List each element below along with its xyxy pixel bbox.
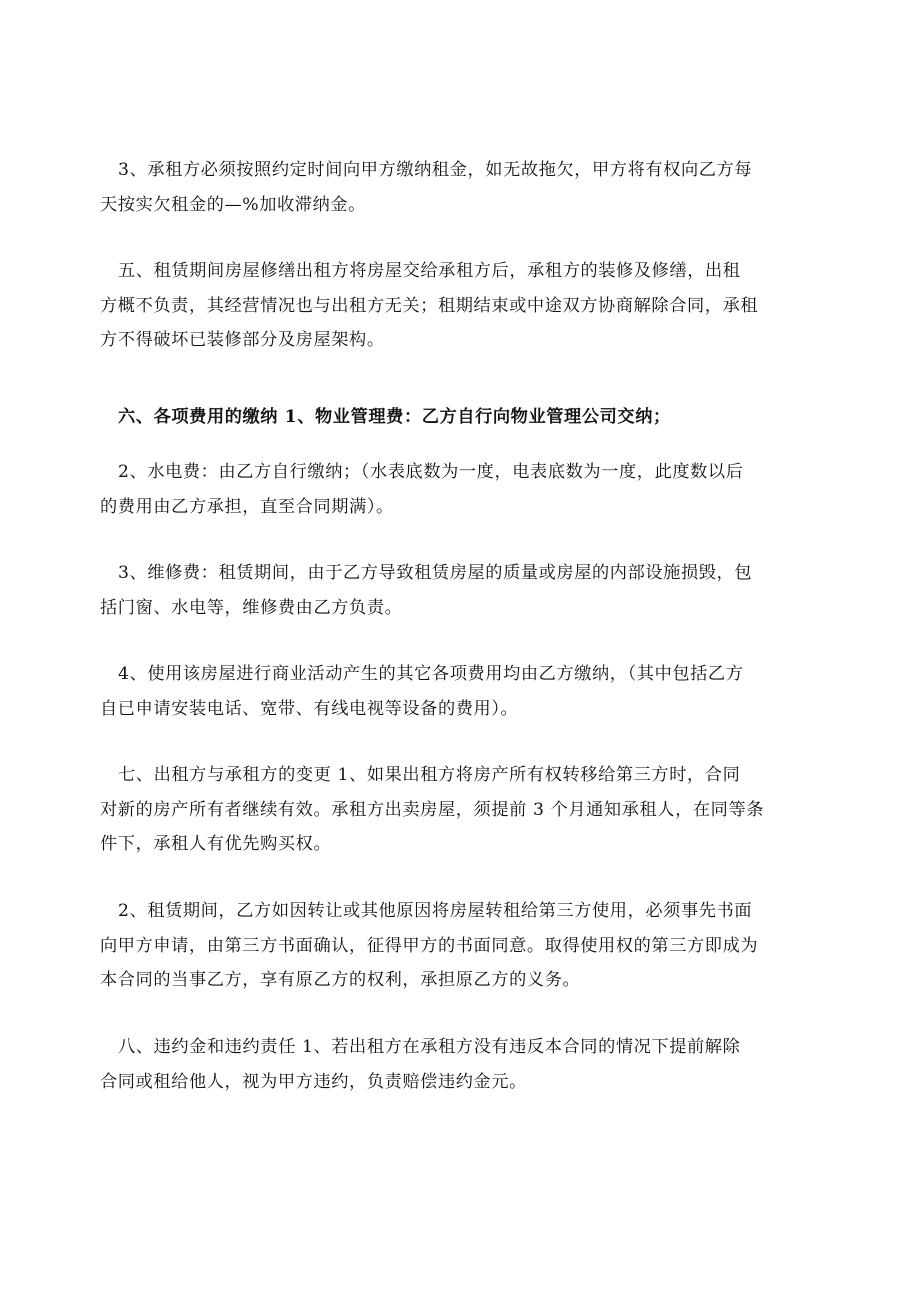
paragraph-other-fees (100, 657, 808, 726)
text-line: 方概不负责，其经营情况也与出租方无关；租期结束或中途双方协商解除合同，承租 (100, 295, 759, 316)
text-line: 2、水电费：由乙方自行缴纳；（水表底数为一度，电表底数为一度，此度数以后 (118, 462, 744, 482)
text-line: 2、租赁期间，乙方如因转让或其他原因将房屋转租给第三方使用，必须事先书面 (118, 901, 753, 921)
paragraph-breach-liability (100, 1030, 808, 1099)
text-line: 对新的房产所有者继续有效。承租方出卖房屋，须提前 3 个月通知承租人，在同等条 (100, 799, 765, 820)
text-line: 3、承租方必须按照约定时间向甲方缴纳租金，如无故拖欠，甲方将有权向乙方每 (118, 160, 753, 180)
paragraph-sublease (100, 894, 808, 998)
paragraph-fees-heading (118, 400, 808, 435)
paragraph-late-payment (100, 153, 808, 222)
text-line: 件下，承租人有优先购买权。 (100, 834, 332, 854)
text-line: 合同或租给他人，视为甲方违约，负责赔偿违约金元。 (100, 1071, 527, 1092)
text-line: 4、使用该房屋进行商业活动产生的其它各项费用均由乙方缴纳，（其中包括乙方 (118, 664, 744, 684)
text-line: 天按实欠租金的—%加收滞纳金。 (100, 194, 366, 215)
text-line: 六、各项费用的缴纳 1、物业管理费：乙方自行向物业管理公司交纳； (118, 407, 671, 427)
text-line: 3、维修费：租赁期间，由于乙方导致租赁房屋的质量或房屋的内部设施损毁，包 (118, 563, 753, 583)
text-line: 向甲方申请，由第三方书面确认，征得甲方的书面同意。取得使用权的第三方即成为 (100, 935, 759, 956)
paragraph-party-changes (100, 758, 808, 862)
paragraph-utilities (100, 455, 808, 524)
text-line: 的费用由乙方承担，直至合同期满）。 (100, 496, 394, 517)
text-line: 括门窗、水电等，维修费由乙方负责。 (100, 597, 403, 618)
text-line: 八、违约金和违约责任 1、若出租方在承租方没有违反本合同的情况下提前解除 (118, 1037, 741, 1057)
text-line: 自已申请安装电话、宽带、有线电视等设备的费用）。 (100, 698, 519, 719)
text-line: 七、出租方与承租方的变更 1、如果出租方将房产所有权转移给第三方时，合同 (118, 765, 741, 785)
paragraph-maintenance (100, 556, 808, 625)
paragraph-repairs-during-lease (100, 254, 808, 358)
text-line: 五、租赁期间房屋修缮出租方将房屋交给承租方后，承租方的装修及修缮，出租 (118, 261, 741, 281)
text-line: 本合同的当事乙方，享有原乙方的权利，承担原乙方的义务。 (100, 970, 581, 990)
text-line: 方不得破坏已装修部分及房屋架构。 (100, 330, 385, 350)
